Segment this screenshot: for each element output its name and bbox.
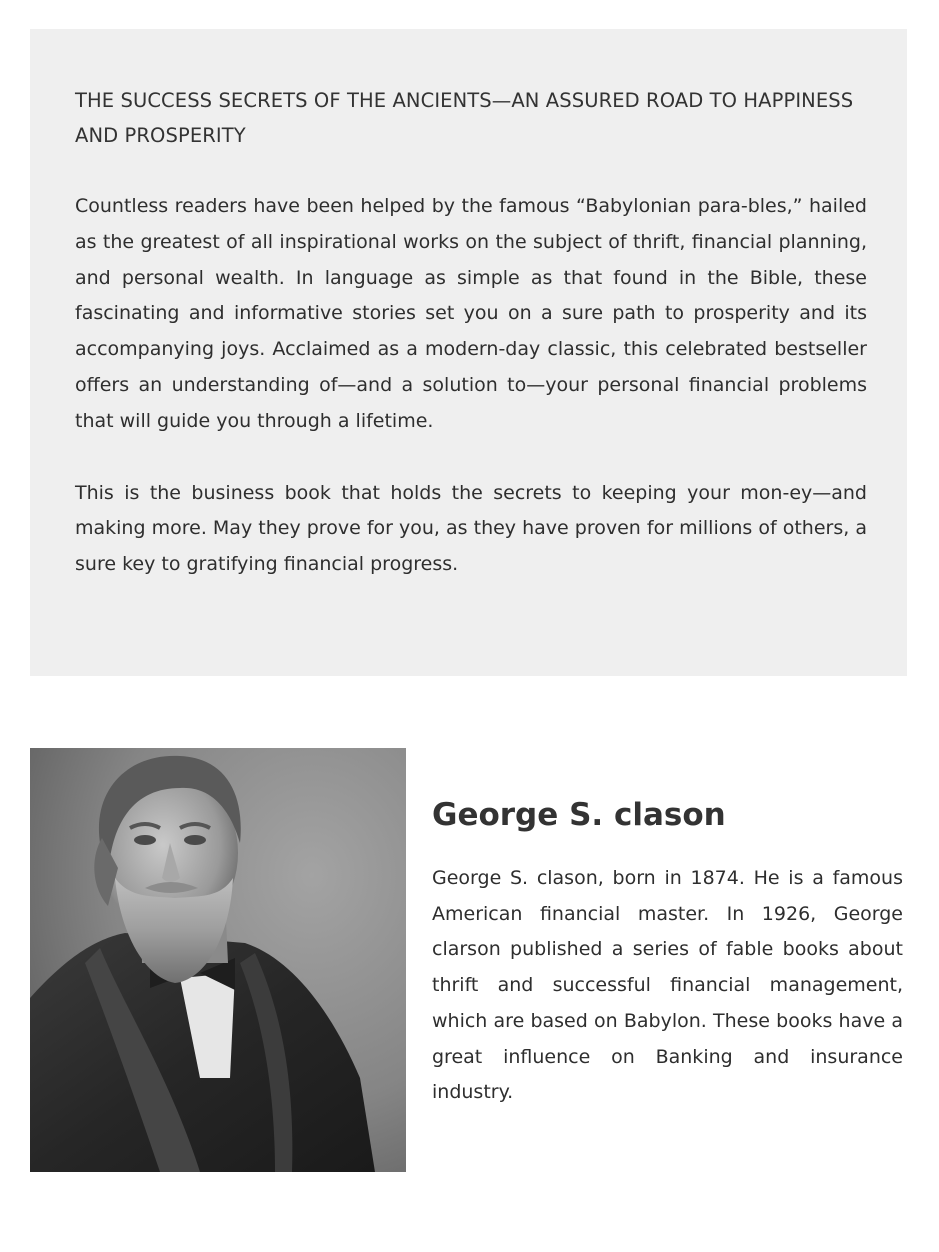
author-bio: George S. clason, born in 1874. He is a famous American financial master. In 1926, George clarson published a series of fable books about thrift and successful financial management, which are based on Babylon. These books have a great influence on Banking and insurance industry. xyxy=(432,867,903,1104)
book-blurb-panel xyxy=(30,29,907,676)
blurb-paragraph: This is the business book that holds the secrets to keeping your mon-ey—and making more. May they prove for you, as they have proven for millions of others, a sure key to gratifying financial progress. xyxy=(75,481,867,576)
author-name: George S. clason xyxy=(432,797,726,833)
blurb-paragraph: Countless readers have been helped by the famous “Babylonian para-bles,” hailed as the greatest of all inspirational works on the subject of thrift, financial planning, and personal wealth. In language as simple as that found in the Bible, these fascinating and informative stories set you on a sure path to prosperity and its accompanying joys. Acclaimed as a modern-day classic, this celebrated bestseller offers an understanding of—and a solution to—your personal financial problems that will guide you through a lifetime. xyxy=(75,195,867,432)
book-blurb-content xyxy=(75,83,867,583)
author-portrait-photo xyxy=(30,748,406,1172)
blurb-heading: THE SUCCESS SECRETS OF THE ANCIENTS—AN ASSURED ROAD TO HAPPINESS AND PROSPERITY xyxy=(75,89,854,147)
